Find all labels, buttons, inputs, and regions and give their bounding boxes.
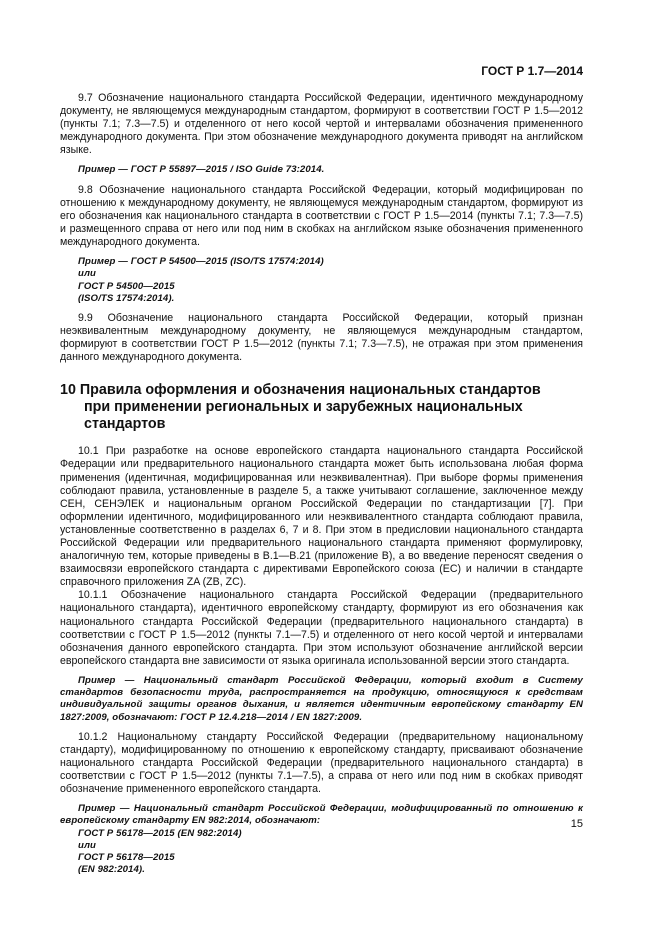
example-10-1-2-line: ГОСТ Р 56178—2015 (78, 852, 175, 864)
paragraph-10-1-1: 10.1.1 Обозначение национального стандарта Российской Федерации (предварительного национального стандарта), идентичного европейскому стандарту, формируют из его обозначения как национального стандарта Российской Федерации (предварительного национального стандарта) в соответствии с ГОСТ Р 1.5—2012 (пункты 7.1—7.5) и отделенного от него косой чертой и интервалами обозначения данного европейского стандарта. При этом используют обозначение английской версии европейского стандарта вне зависимости от языка оригинала использованной версии этого стандарта. (60, 589, 583, 667)
example-9-8-or: или (78, 268, 96, 280)
example-10-1-2-line: (EN 982:2014). (78, 864, 145, 876)
paragraph-10-1: 10.1 При разработке на основе европейского стандарта национального стандарта Российской Федерации или предварительного национального стандарта может быть использована любая форма применения (идентичная, модифицированная или неэквивалентная). При выборе формы применения соблюдают правила, установленные в разделе 5, а также учитывают соглашение, заключенное между СЕН, СЕНЭЛЕК и национальным органом Российской Федерации по стандартизации [7]. При оформлении идентичного, модифицированного или неэквивалентного стандарта соблюдают правила, установленные соответственно в разделах 6, 7 и 8. При этом в предисловии национального стандарта Российской Федерации или предварительного национального стандарта применяют формулировку, аналогичную тем, которые приведены в В.1—В.21 (приложение В), а во введение переносят сведения о взаимосвязи европейского стандарта с директивами Европейского союза (ЕС) и наличии в стандарте справочного приложения ZA (ZB, ZC). (60, 445, 583, 589)
paragraph-9-8: 9.8 Обозначение национального стандарта Российской Федерации, который модифицирован по отношению к международному документу, не являющемуся международным стандартом, формируют из его обозначения как национального стандарта в соответствии с ГОСТ Р 1.5—2014 (пункты 7.1; 7.3—7.5) и размещенного справа от него или под ним в скобках на английском языке обозначения примененного международного документа. (60, 183, 583, 249)
example-10-1-2-or: или (78, 839, 96, 851)
example-block-10-1-2 (60, 803, 583, 876)
section-10-heading-line: 10 Правила оформления и обозначения национальных стандартов (60, 382, 541, 399)
example-9-8-line: Пример — ГОСТ Р 54500—2015 (ISO/TS 17574:2014) (78, 256, 324, 268)
example-10-1-1: Пример — Национальный стандарт Российской Федерации, который входит в Систему стандартов безопасности труда, распространяется на продукцию, относящуюся к средствам индивидуальной защиты органов дыхания, и является идентичным европейскому стандарту EN 1827:2009, обозначают: ГОСТ Р 12.4.218—2014 / EN 1827:2009. (60, 674, 583, 723)
example-block-9-8 (60, 256, 583, 305)
document-code-header: ГОСТ Р 1.7—2014 (481, 64, 583, 78)
example-10-1-2-line: ГОСТ Р 56178—2015 (EN 982:2014) (78, 827, 242, 839)
example-10-1-2: Пример — Национальный стандарт Российской Федерации, модифицированный по отношению к европейскому стандарту EN 982:2014, обозначают: (60, 803, 583, 827)
example-9-7: Пример — ГОСТ Р 55897—2015 / ISO Guide 73:2014. (78, 164, 325, 176)
section-10-heading-line: при применении региональных и зарубежных национальных стандартов (84, 399, 523, 433)
paragraph-9-7: 9.7 Обозначение национального стандарта Российской Федерации, идентичного международному документу, не являющемуся международным стандартом, формируют в соответствии ГОСТ Р 1.5—2012 (пункты 7.1; 7.3—7.5) и отделенного от него косой чертой и интервалами обозначения примененного международного документа. При этом обозначение международного документа приводят на английском языке. (60, 92, 583, 157)
section-10-heading (60, 382, 583, 433)
example-block-10-1-1 (60, 675, 583, 724)
example-9-8-line: (ISO/TS 17574:2014). (78, 292, 175, 304)
page-content (60, 92, 583, 883)
page-number: 15 (570, 818, 583, 830)
paragraph-9-9: 9.9 Обозначение национального стандарта Российской Федерации, который признан неэквивалентным международному документу, не являющемуся международным стандартом, формируют в соответствии ГОСТ Р 1.5—2012 (пункты 7.1; 7.3—7.5), не отражая при этом применения данного международного документа. (60, 311, 583, 364)
example-9-8-line: ГОСТ Р 54500—2015 (78, 280, 175, 292)
example-block-9-7 (60, 164, 583, 176)
paragraph-10-1-2: 10.1.2 Национальному стандарту Российской Федерации (предварительному национальному стандарту), модифицированному по отношению к европейскому стандарту, присваивают обозначение национального стандарта Российской Федерации (предварительного национального стандарта) в соответствии с ГОСТ Р 1.5—2012 (пункты 7.1—7.5), а справа от него или под ним в скобках приводят обозначение примененного европейского стандарта. (60, 730, 583, 796)
